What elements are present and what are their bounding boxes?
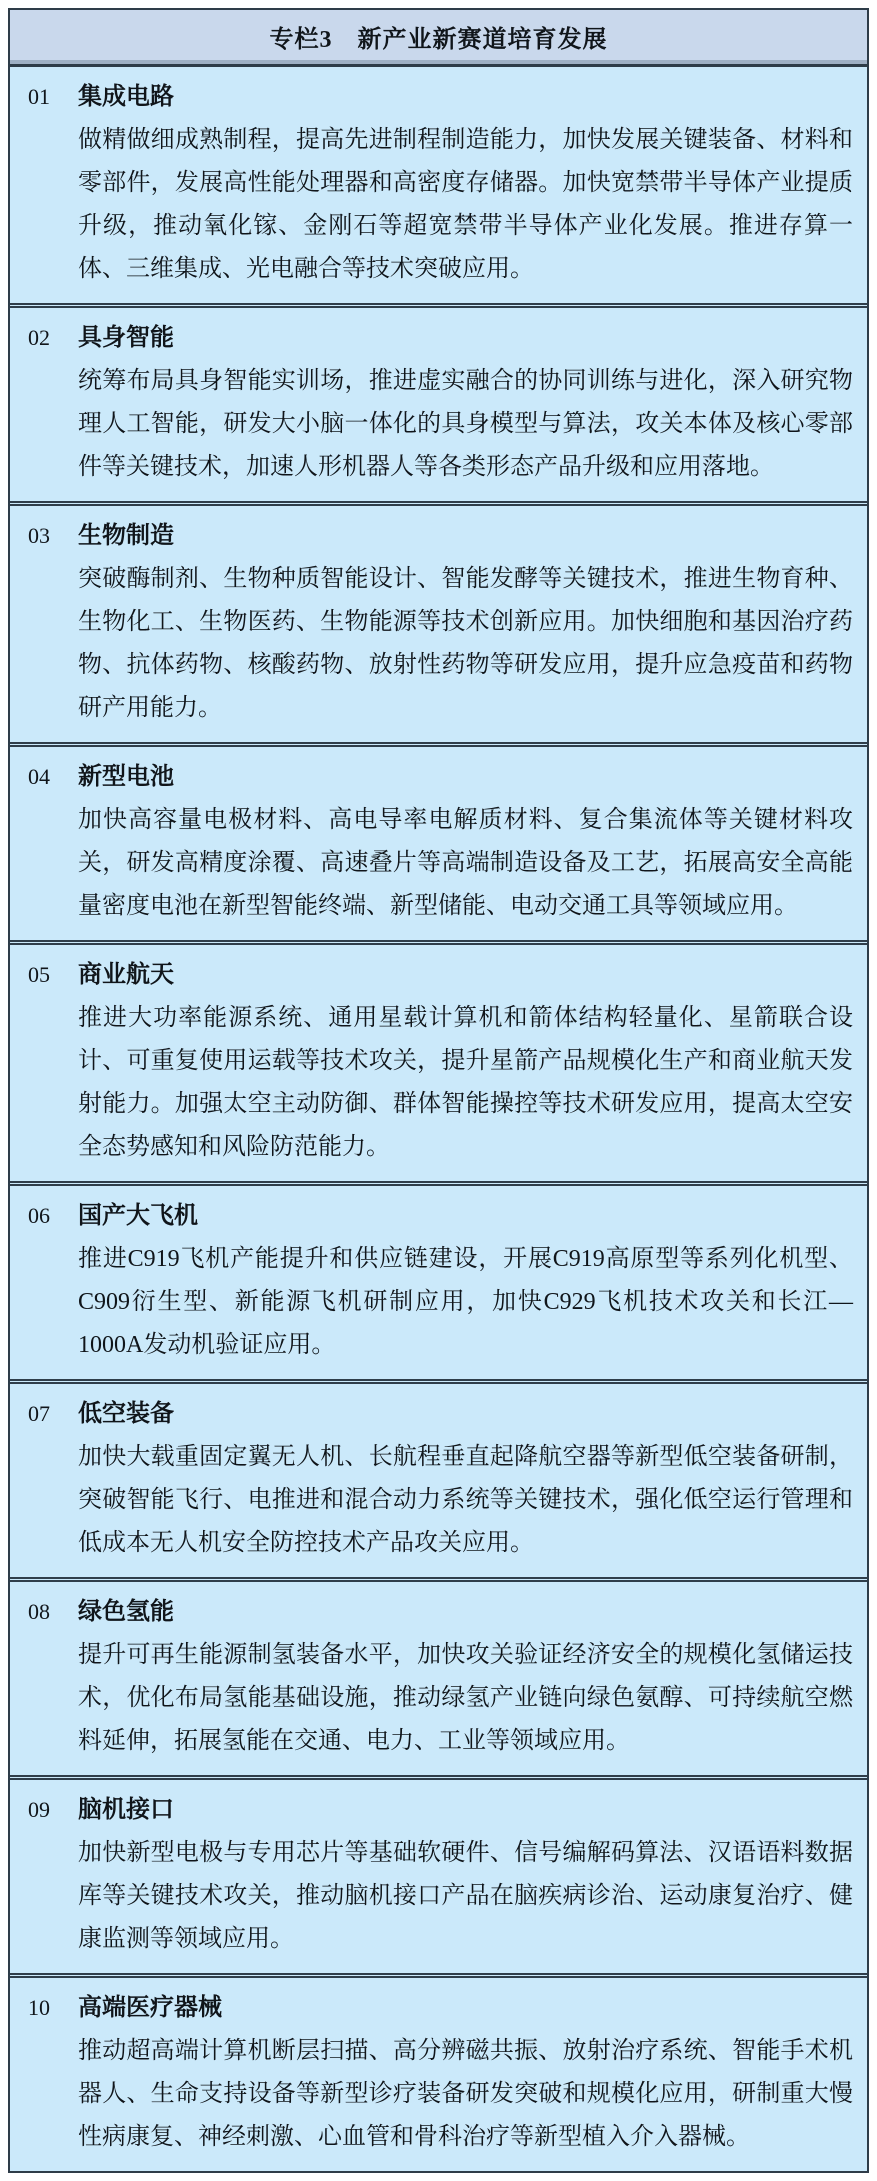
section-body: 加快高容量电极材料、高电导率电解质材料、复合集流体等关键材料攻关，研发高精度涂覆、高速叠片等高端制造设备及工艺，拓展高安全高能量密度电池在新型智能终端、新型储能、电动交通工具等领域应用。 — [78, 807, 853, 919]
section-number: 06 — [28, 1203, 50, 1228]
section-number: 05 — [28, 962, 50, 987]
section-title: 商业航天 — [78, 962, 174, 988]
section-body: 推进C919飞机产能提升和供应链建设，开展C919高原型等系列化机型、C909衍生型、新能源飞机研制应用，加快C929飞机技术攻关和长江—1000A发动机验证应用。 — [78, 1246, 853, 1358]
section-body: 突破酶制剂、生物种质智能设计、智能发酵等关键技术，推进生物育种、生物化工、生物医药、生物能源等技术创新应用。加快细胞和基因治疗药物、抗体药物、核酸药物、放射性药物等研发应用，提升应急疫苗和药物研产用能力。 — [78, 566, 853, 721]
section-head — [28, 316, 853, 360]
section-body: 推动超高端计算机断层扫描、高分辨磁共振、放射治疗系统、智能手术机器人、生命支持设备等新型诊疗装备研发突破和规模化应用，研制重大慢性病康复、神经刺激、心血管和骨科治疗等新型植入介入器械。 — [78, 2038, 853, 2150]
page-title: 专栏3 新产业新赛道培育发展 — [269, 27, 608, 53]
section-item-10 — [10, 1973, 867, 2171]
section-title: 生物制造 — [78, 523, 174, 549]
section-number: 03 — [28, 523, 50, 548]
section-number: 04 — [28, 764, 50, 789]
section-item-03 — [10, 501, 867, 742]
section-head — [28, 1986, 853, 2030]
section-title: 新型电池 — [78, 764, 174, 790]
feature-box-header — [10, 10, 867, 67]
section-title: 低空装备 — [78, 1401, 174, 1427]
section-number: 08 — [28, 1599, 50, 1624]
section-title: 具身智能 — [78, 325, 174, 351]
section-head — [28, 755, 853, 799]
section-title: 脑机接口 — [78, 1797, 174, 1823]
feature-box — [8, 8, 869, 2173]
section-head — [28, 514, 853, 558]
section-item-04 — [10, 742, 867, 940]
section-body: 加快大载重固定翼无人机、长航程垂直起降航空器等新型低空装备研制，突破智能飞行、电推进和混合动力系统等关键技术，强化低空运行管理和低成本无人机安全防控技术产品攻关应用。 — [78, 1444, 853, 1556]
section-title: 绿色氢能 — [78, 1599, 174, 1625]
section-head — [28, 1590, 853, 1634]
section-head — [28, 75, 853, 119]
section-number: 01 — [28, 84, 50, 109]
section-item-06 — [10, 1181, 867, 1379]
section-item-09 — [10, 1775, 867, 1973]
section-head — [28, 1392, 853, 1436]
section-body: 加快新型电极与专用芯片等基础软硬件、信号编解码算法、汉语语料数据库等关键技术攻关，推动脑机接口产品在脑疾病诊治、运动康复治疗、健康监测等领域应用。 — [78, 1840, 853, 1952]
section-item-08 — [10, 1577, 867, 1775]
section-number: 07 — [28, 1401, 50, 1426]
section-body: 统筹布局具身智能实训场，推进虚实融合的协同训练与进化，深入研究物理人工智能，研发大小脑一体化的具身模型与算法，攻关本体及核心零部件等关键技术，加速人形机器人等各类形态产品升级和应用落地。 — [78, 368, 853, 480]
section-body: 推进大功率能源系统、通用星载计算机和箭体结构轻量化、星箭联合设计、可重复使用运载等技术攻关，提升星箭产品规模化生产和商业航天发射能力。加强太空主动防御、群体智能操控等技术研发应用，提高太空安全态势感知和风险防范能力。 — [78, 1005, 853, 1160]
section-item-07 — [10, 1379, 867, 1577]
section-item-05 — [10, 940, 867, 1181]
section-head — [28, 953, 853, 997]
section-item-01 — [10, 67, 867, 303]
section-title: 高端医疗器械 — [78, 1995, 222, 2021]
section-item-02 — [10, 303, 867, 501]
section-title: 集成电路 — [78, 84, 174, 110]
section-title: 国产大飞机 — [78, 1203, 198, 1229]
section-number: 09 — [28, 1797, 50, 1822]
section-body: 做精做细成熟制程，提高先进制程制造能力，加快发展关键装备、材料和零部件，发展高性能处理器和高密度存储器。加快宽禁带半导体产业提质升级，推动氧化镓、金刚石等超宽禁带半导体产业化发展。推进存算一体、三维集成、光电融合等技术突破应用。 — [78, 127, 853, 282]
section-number: 10 — [28, 1995, 50, 2020]
section-head — [28, 1194, 853, 1238]
section-head — [28, 1788, 853, 1832]
section-number: 02 — [28, 325, 50, 350]
section-body: 提升可再生能源制氢装备水平，加快攻关验证经济安全的规模化氢储运技术，优化布局氢能基础设施，推动绿氢产业链向绿色氨醇、可持续航空燃料延伸，拓展氢能在交通、电力、工业等领域应用。 — [78, 1642, 853, 1754]
